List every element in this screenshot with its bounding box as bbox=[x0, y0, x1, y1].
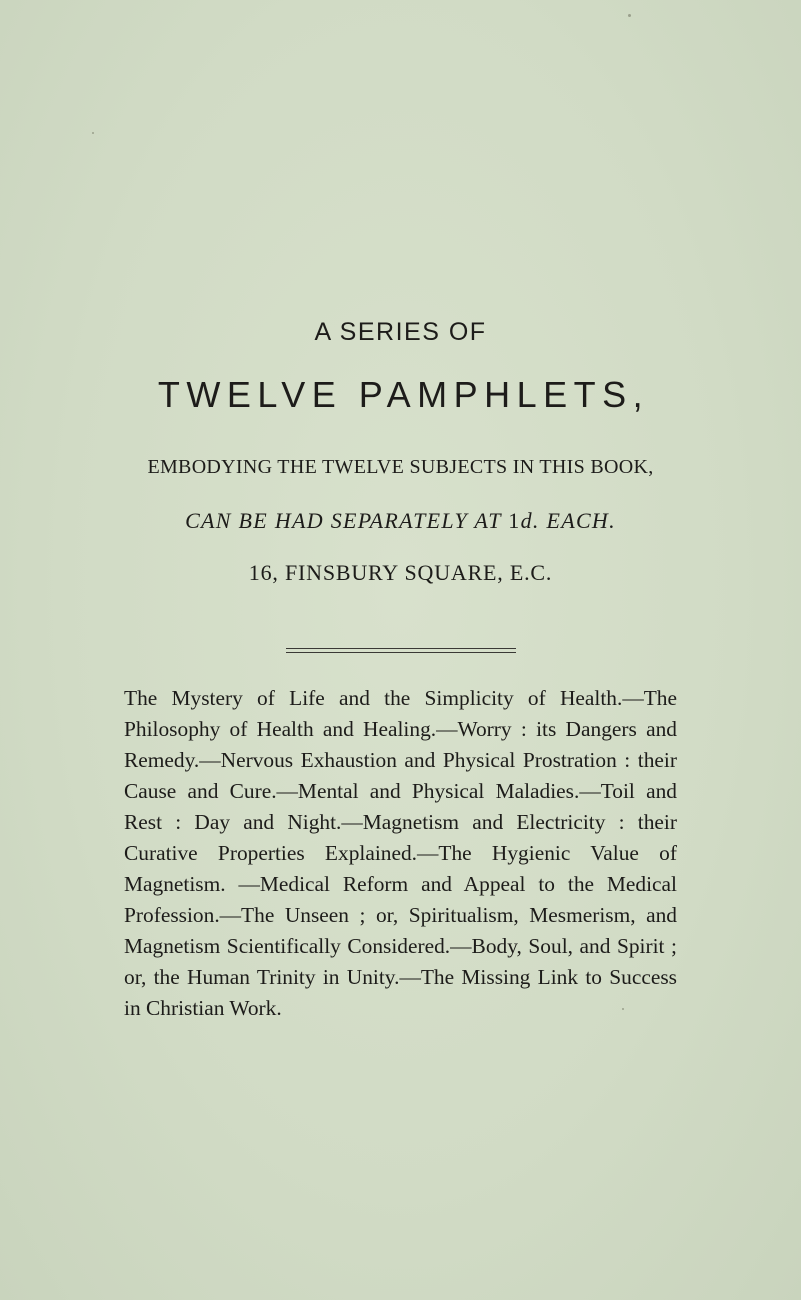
price-amount: 1 bbox=[508, 508, 521, 533]
price-line bbox=[0, 508, 801, 534]
pamphlet-list-paragraph: The Mystery of Life and the Simplicity of Health.—The Philosophy of Health and Healing.—Worry : its Dangers and Remedy.—Nervous Exhaustion and Physical Prostration : their Cause and Cure.—Mental and Physical Maladies.—Toil and Rest : Day and Night.—Magnetism and Electricity : their Curative Properties Explained.—The Hygienic Value of Magnetism. —Medical Reform and Appeal to the Medical Profession.—The Unseen ; or, Spiritualism, Mesmerism, and Magnetism Scientifically Considered.—Body, Soul, and Spirit ; or, the Human Trinity in Unity.—The Missing Link to Success in Christian Work. bbox=[124, 686, 677, 1020]
divider-rule bbox=[286, 652, 516, 653]
subtitle: EMBODYING THE TWELVE SUBJECTS IN THIS BOOK, bbox=[147, 456, 654, 478]
page-title: TWELVE PAMPHLETS, bbox=[157, 374, 650, 415]
series-heading: A SERIES OF bbox=[314, 318, 487, 346]
paper-speck bbox=[628, 14, 631, 17]
price-text-before: CAN BE HAD SEPARATELY AT bbox=[185, 508, 509, 533]
publisher-address: 16, FINSBURY SQUARE, E.C. bbox=[248, 560, 553, 585]
price-unit: d. bbox=[520, 508, 540, 533]
divider-rule bbox=[286, 648, 516, 649]
paper-speck bbox=[92, 132, 94, 134]
price-text-after: EACH. bbox=[539, 508, 616, 533]
